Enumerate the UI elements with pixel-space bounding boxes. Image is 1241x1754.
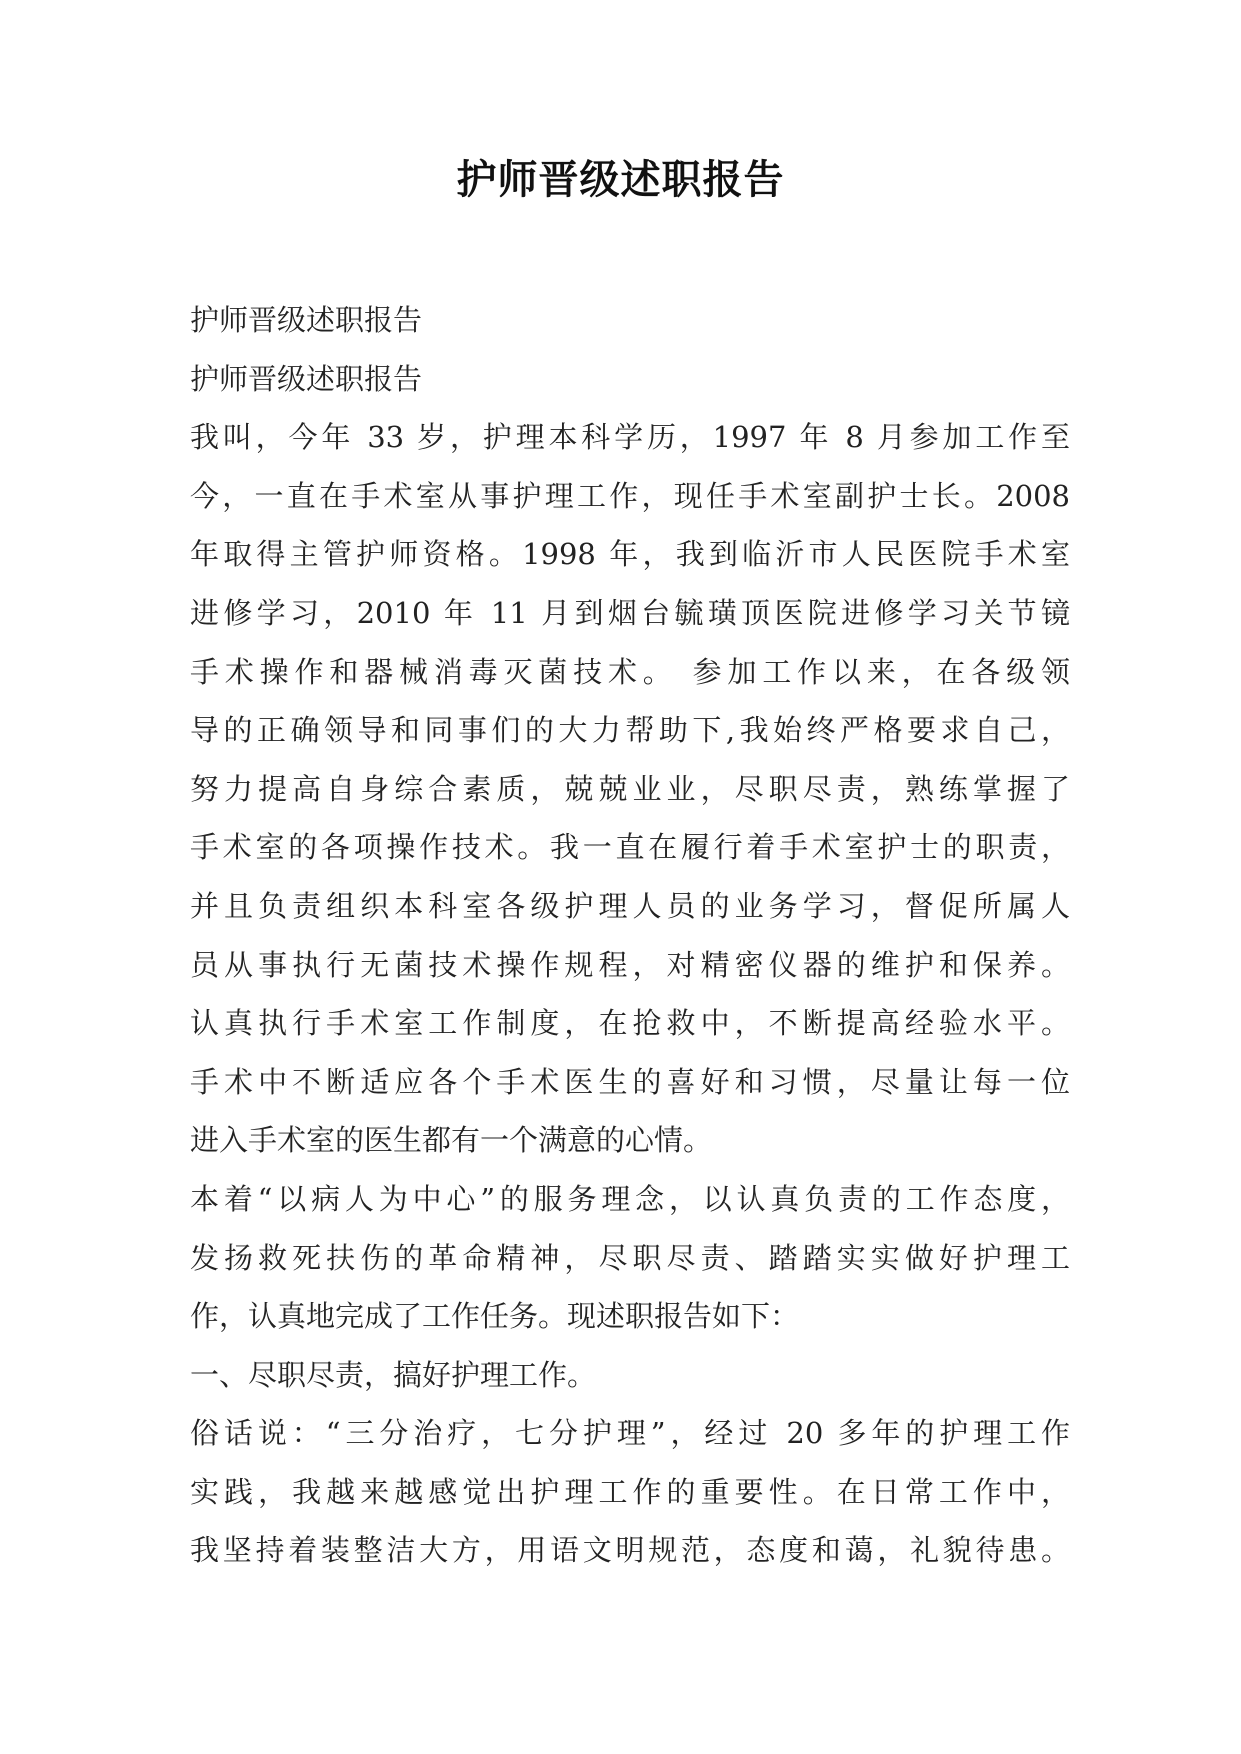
text-line: 俗话说：“三分治疗，七分护理”，经过 20 多年的护理工作	[190, 1416, 1070, 1451]
text-line: 手术室的各项操作技术。我一直在履行着手术室护士的职责，	[190, 830, 1070, 865]
text-line: 员从事执行无菌技术操作规程，对精密仪器的维护和保养。	[190, 947, 1070, 982]
text-line: 进入手术室的医生都有一个满意的心情。	[190, 1123, 713, 1158]
text-line: 努力提高自身综合素质，兢兢业业，尽职尽责，熟练掌握了	[190, 771, 1070, 806]
text-line: 手术操作和器械消毒灭菌技术。 参加工作以来，在各级领	[190, 654, 1070, 689]
text-line: 作，认真地完成了工作任务。现述职报告如下：	[190, 1299, 800, 1334]
text-line: 年取得主管护师资格。1998 年，我到临沂市人民医院手术室	[190, 537, 1070, 572]
text-line: 发扬救死扶伤的革命精神，尽职尽责、踏踏实实做好护理工	[190, 1240, 1070, 1275]
text-line: 我坚持着装整洁大方，用语文明规范，态度和蔼，礼貌待患。	[190, 1533, 1070, 1568]
text-line: 护师晋级述职报告	[190, 361, 423, 396]
document-title: 护师晋级述职报告	[456, 156, 785, 203]
text-line: 护师晋级述职报告	[190, 303, 423, 337]
text-line: 手术中不断适应各个手术医生的喜好和习惯，尽量让每一位	[190, 1064, 1070, 1099]
text-line: 认真执行手术室工作制度，在抢救中，不断提高经验水平。	[190, 1006, 1070, 1041]
document-body	[190, 291, 1070, 1580]
text-line: 实践，我越来越感觉出护理工作的重要性。在日常工作中，	[190, 1474, 1070, 1509]
text-line: 今，一直在手术室从事护理工作，现任手术室副护士长。2008	[190, 478, 1070, 513]
text-line: 我叫，今年 33 岁，护理本科学历，1997 年 8 月参加工作至	[190, 420, 1070, 455]
text-line: 进修学习，2010 年 11 月到烟台毓璜顶医院进修学习关节镜	[190, 595, 1070, 630]
text-line: 一、尽职尽责，搞好护理工作。	[190, 1357, 597, 1392]
text-line: 并且负责组织本科室各级护理人员的业务学习，督促所属人	[190, 888, 1070, 923]
text-line: 本着“以病人为中心”的服务理念，以认真负责的工作态度，	[190, 1181, 1070, 1216]
text-line: 导的正确领导和同事们的大力帮助下,我始终严格要求自己，	[190, 713, 1070, 748]
